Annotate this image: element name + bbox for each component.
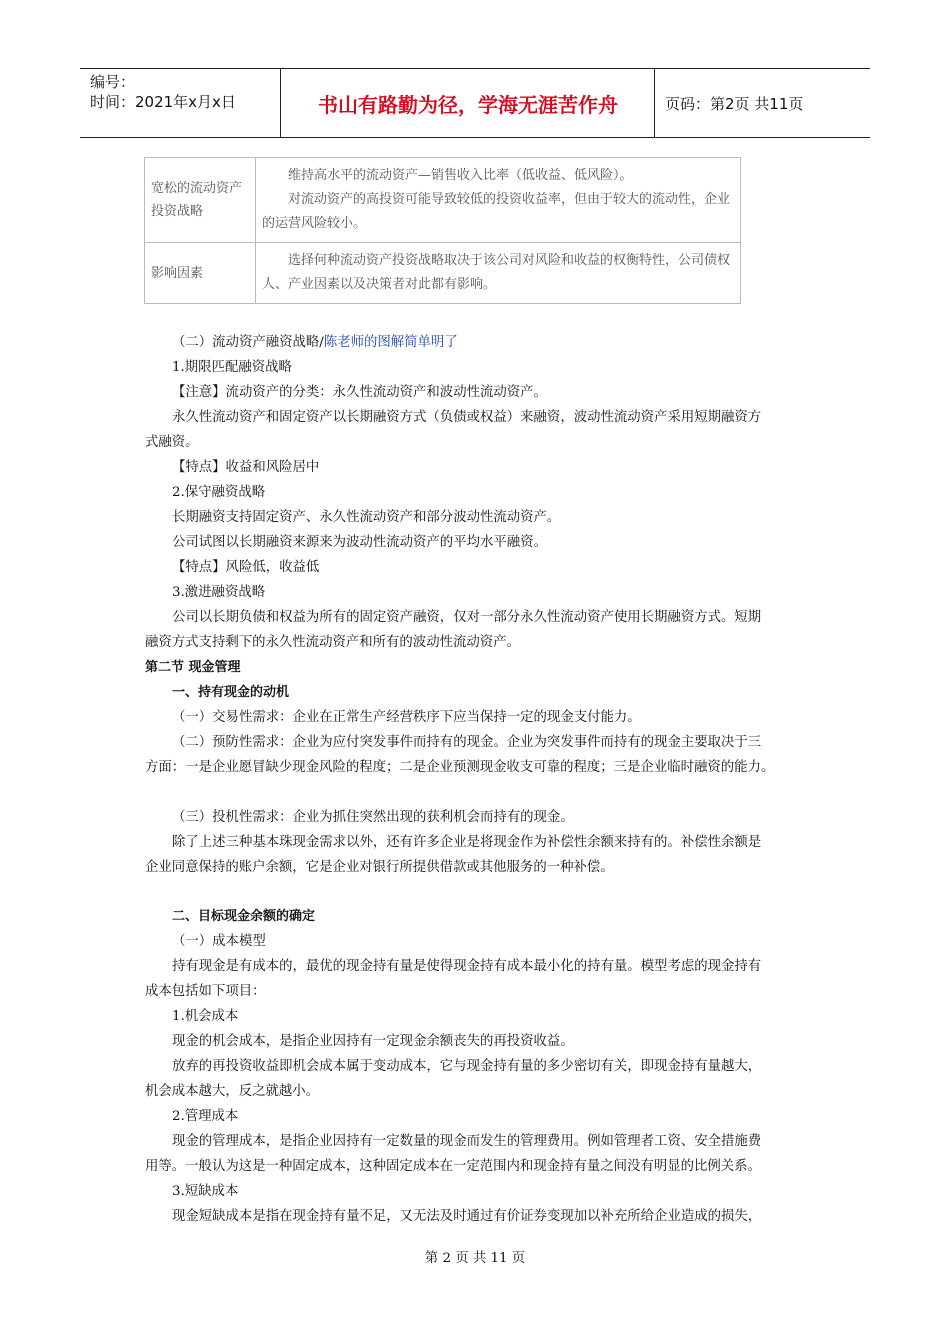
text-line: 【特点】收益和风险居中 [172, 460, 320, 475]
text-line: 现金的机会成本，是指企业因持有一定现金余额丧失的再投资收益。 [172, 1034, 574, 1049]
table-paragraph: 对流动资产的高投资可能导致较低的投资收益率，但由于较大的流动性，企业的运营风险较小。 [262, 192, 731, 231]
text-line: 1.期限匹配融资战略 [172, 360, 292, 375]
header-page-label: 页码：第2页 共11页 [665, 94, 804, 113]
time-label: 时间：2021年x月x日 [90, 93, 236, 111]
text-line: 现金短缺成本是指在现金持有量不足，又无法及时通过有价证券变现加以补充所给企业造成的损失， [172, 1209, 762, 1224]
text-line: 长期融资支持固定资产、永久性流动资产和部分波动性流动资产。 [172, 510, 561, 525]
number-label: 编号： [90, 73, 136, 91]
text-line: 除了上述三种基本珠现金需求以外，还有许多企业是将现金作为补偿性余额来持有的。补偿性余额是 [172, 835, 762, 850]
text-line: （二）预防性需求：企业为应付突发事件而持有的现金。企业为突发事件而持有的现金主要取决于三 [172, 735, 762, 750]
page-header [80, 68, 870, 138]
text-line: 公司试图以长期融资来源来为波动性流动资产的平均水平融资。 [172, 535, 547, 550]
note-link[interactable]: 陈老师的图解简单明了 [323, 335, 458, 350]
text-line: 融资方式支持剩下的永久性流动资产和所有的波动性流动资产。 [145, 635, 520, 650]
table-value-cell [256, 243, 741, 304]
text-line: 公司以长期负债和权益为所有的固定资产融资，仅对一部分永久性流动资产使用长期融资方式。短期 [172, 610, 762, 625]
text-line: 式融资。 [145, 435, 199, 450]
text-line: 3.激进融资战略 [172, 585, 266, 600]
text-line: 放弃的再投资收益即机会成本属于变动成本，它与现金持有量的多少密切有关，即现金持有量越大， [172, 1059, 762, 1074]
strategy-table [144, 157, 741, 304]
table-paragraph: 选择何种流动资产投资战略取决于该公司对风险和收益的权衡特性，公司债权人、产业因素以及决策者对此都有影响。 [262, 253, 731, 292]
page-footer: 第 2 页 共 11 页 [424, 1251, 526, 1266]
text-line: 永久性流动资产和固定资产以长期融资方式（负债或权益）来融资，波动性流动资产采用短期融资方 [172, 410, 762, 425]
text-line: 1.机会成本 [172, 1009, 239, 1024]
text-line: （一）交易性需求：企业在正常生产经营秩序下应当保持一定的现金支付能力。 [172, 710, 641, 725]
text-line: （三）投机性需求：企业为抓住突然出现的获利机会而持有的现金。 [172, 810, 574, 825]
text-line: （一）成本模型 [172, 934, 266, 949]
subsection-heading [172, 333, 458, 353]
text-line: 成本包括如下项目： [145, 984, 266, 999]
text-line: 用等。一般认为这是一种固定成本，这种固定成本在一定范围内和现金持有量之间没有明显的比例关系。 [145, 1159, 761, 1174]
text-line: 【注意】流动资产的分类：永久性流动资产和波动性流动资产。 [172, 385, 547, 400]
section-heading: 一、持有现金的动机 [172, 685, 290, 700]
section-title: 第二节 现金管理 [145, 660, 241, 675]
text-line: 2.保守融资战略 [172, 485, 266, 500]
text-line: 【特点】风险低，收益低 [172, 560, 320, 575]
table-key-cell: 影响因素 [145, 243, 256, 304]
table-key-cell: 宽松的流动资产投资战略 [145, 158, 256, 243]
text-line: 现金的管理成本，是指企业因持有一定数量的现金而发生的管理费用。例如管理者工资、安全措施费 [172, 1134, 762, 1149]
text-line: 机会成本越大，反之就越小。 [145, 1084, 320, 1099]
header-motto: 书山有路勤为径，学海无涯苦作舟 [282, 69, 655, 137]
table-row [145, 158, 741, 243]
table-row [145, 243, 741, 304]
table-paragraph: 维持高水平的流动资产—销售收入比率（低收益、低风险）。 [288, 168, 633, 183]
text-line: 企业同意保持的账户余额，它是企业对银行所提供借款或其他服务的一种补偿。 [145, 860, 614, 875]
text-line: 方面：一是企业愿冒缺少现金风险的程度；二是企业预测现金收支可靠的程度；三是企业临时融资的能力。 [145, 760, 775, 775]
header-meta [80, 69, 281, 137]
section-heading: 二、目标现金余额的确定 [172, 909, 316, 924]
table-value-cell [256, 158, 741, 243]
heading-text: （二）流动资产融资战略/ [172, 335, 324, 350]
text-line: 3.短缺成本 [172, 1184, 239, 1199]
text-line: 持有现金是有成本的，最优的现金持有量是使得现金持有成本最小化的持有量。模型考虑的现金持有 [172, 959, 762, 974]
text-line: 2.管理成本 [172, 1109, 239, 1124]
